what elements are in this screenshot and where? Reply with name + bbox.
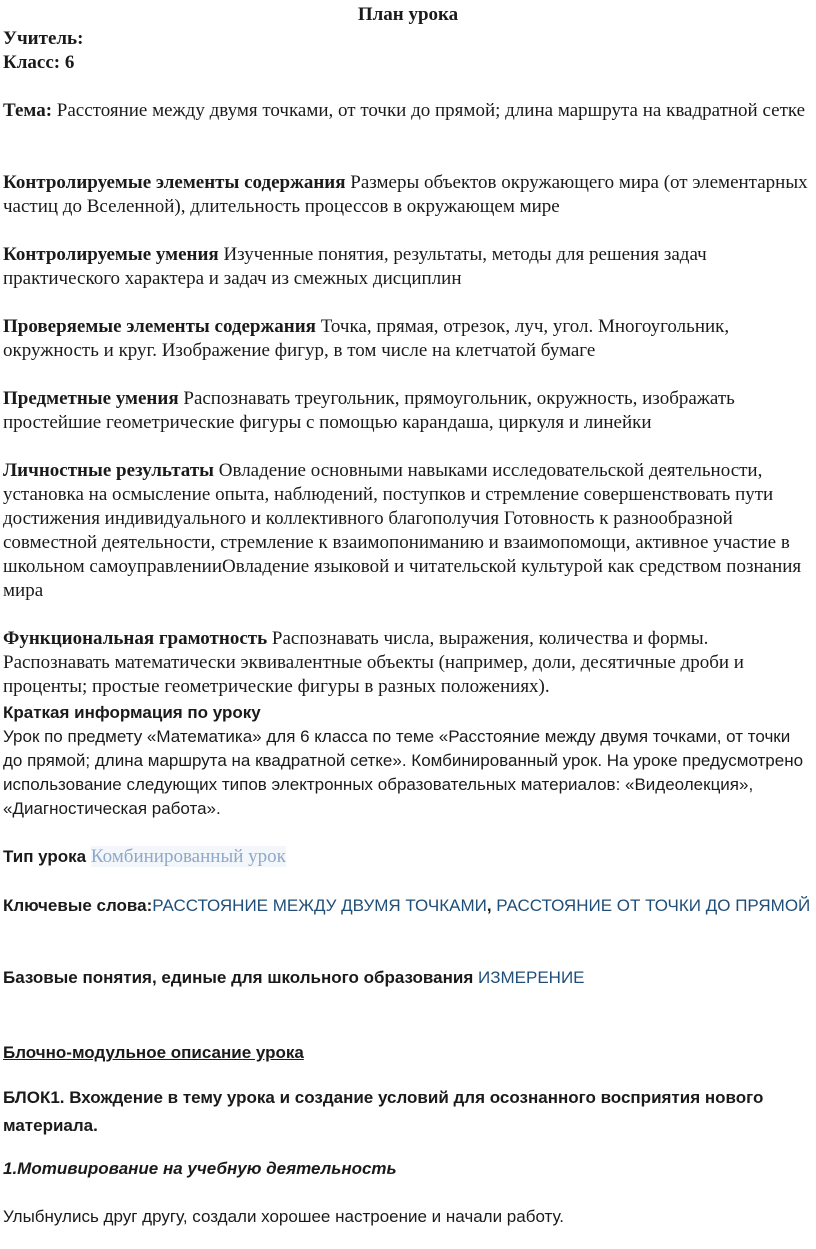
- checked-content-text: Точка, прямая, отрезок, луч, угол. Многоугольник, окружность и круг. Изображение фигур, в том числе на клетчатой бумаге: [3, 316, 730, 361]
- block-description-heading: Блочно-модульное описание урока: [3, 1043, 304, 1062]
- controlled-content-text: Размеры объектов окружающего мира (от элементарных частиц до Вселенной), длительность процессов в окружающем мире: [3, 172, 808, 217]
- page-title: План урока: [357, 4, 459, 25]
- functional-literacy-label: Функциональная грамотность: [3, 628, 268, 649]
- motivation-heading: 1.Мотивирование на учебную деятельность: [3, 1159, 397, 1178]
- controlled-skills-paragraph: [3, 243, 812, 291]
- base-concepts-paragraph: [3, 966, 812, 990]
- teacher-label: Учитель:: [3, 28, 84, 49]
- lesson-type-value: Комбинированный урок: [90, 846, 286, 867]
- topic-label: Тема:: [3, 100, 53, 121]
- motivation-text: Улыбнулись друг другу, создали хорошее настроение и начали работу.: [3, 1207, 565, 1226]
- functional-literacy-paragraph: [3, 627, 812, 699]
- subject-skills-label: Предметные умения: [3, 388, 179, 409]
- keywords-label: Ключевые слова:: [3, 896, 153, 915]
- keywords-paragraph: [3, 894, 812, 918]
- block1-heading: БЛОК1. Вхождение в тему урока и создание условий для осознанного восприятия нового материала.: [3, 1088, 764, 1135]
- controlled-skills-text: Изученные понятия, результаты, методы для решения задач практического характера и задач из смежных дисциплин: [3, 244, 707, 289]
- subject-skills-text: Распознавать треугольник, прямоугольник, окружность, изображать простейшие геометрические фигуры с помощью карандаша, циркуля и линейки: [3, 388, 735, 433]
- topic-text: Расстояние между двумя точками, от точки до прямой; длина маршрута на квадратной сетке: [52, 100, 806, 121]
- lesson-type-paragraph: [3, 845, 812, 869]
- personal-results-label: Личностные результаты: [3, 460, 214, 481]
- controlled-content-paragraph: [3, 171, 812, 219]
- controlled-content-label: Контролируемые элементы содержания: [3, 172, 346, 193]
- base-concepts-value: ИЗМЕРЕНИЕ: [478, 968, 585, 987]
- topic-paragraph: [3, 99, 812, 123]
- brief-info-heading: Краткая информация по уроку: [3, 703, 261, 722]
- keyword-2: РАССТОЯНИЕ ОТ ТОЧКИ ДО ПРЯМОЙ: [496, 896, 811, 915]
- keyword-separator: ,: [486, 896, 497, 915]
- subject-skills-paragraph: [3, 387, 812, 435]
- class-label: Класс: 6: [3, 52, 75, 73]
- lesson-type-label: Тип урока: [3, 847, 87, 866]
- keyword-1: РАССТОЯНИЕ МЕЖДУ ДВУМЯ ТОЧКАМИ: [152, 896, 487, 915]
- functional-literacy-text: Распознавать числа, выражения, количества и формы. Распознавать математически эквивалентные объекты (например, доли, десятичные дроби и проценты; простые геометрические фигуры в разных положениях).: [3, 628, 744, 697]
- brief-info-text: Урок по предмету «Математика» для 6 класса по теме «Расстояние между двумя точками, от точки до прямой; длина маршрута на квадратной сетке». Комбинированный урок. На уроке предусмотрено использование следующих типов электронных образовательных материалов: «Видеолекция», «Диагностическая работа».: [3, 727, 804, 818]
- base-concepts-label: Базовые понятия, единые для школьного образования: [3, 968, 474, 987]
- personal-results-paragraph: [3, 459, 812, 603]
- personal-results-text: Овладение основными навыками исследовательской деятельности, установка на осмысление опыта, наблюдений, поступков и стремление совершенствовать пути достижения индивидуального и коллективного благополучия Готовность к разнообразной совместной деятельности, стремление к взаимопониманию и взаимопомощи, активное участие в школьном самоуправленииОвладение языковой и читательской культурой как средством познания мира: [3, 460, 802, 601]
- checked-content-label: Проверяемые элементы содержания: [3, 316, 316, 337]
- checked-content-paragraph: [3, 315, 812, 363]
- controlled-skills-label: Контролируемые умения: [3, 244, 219, 265]
